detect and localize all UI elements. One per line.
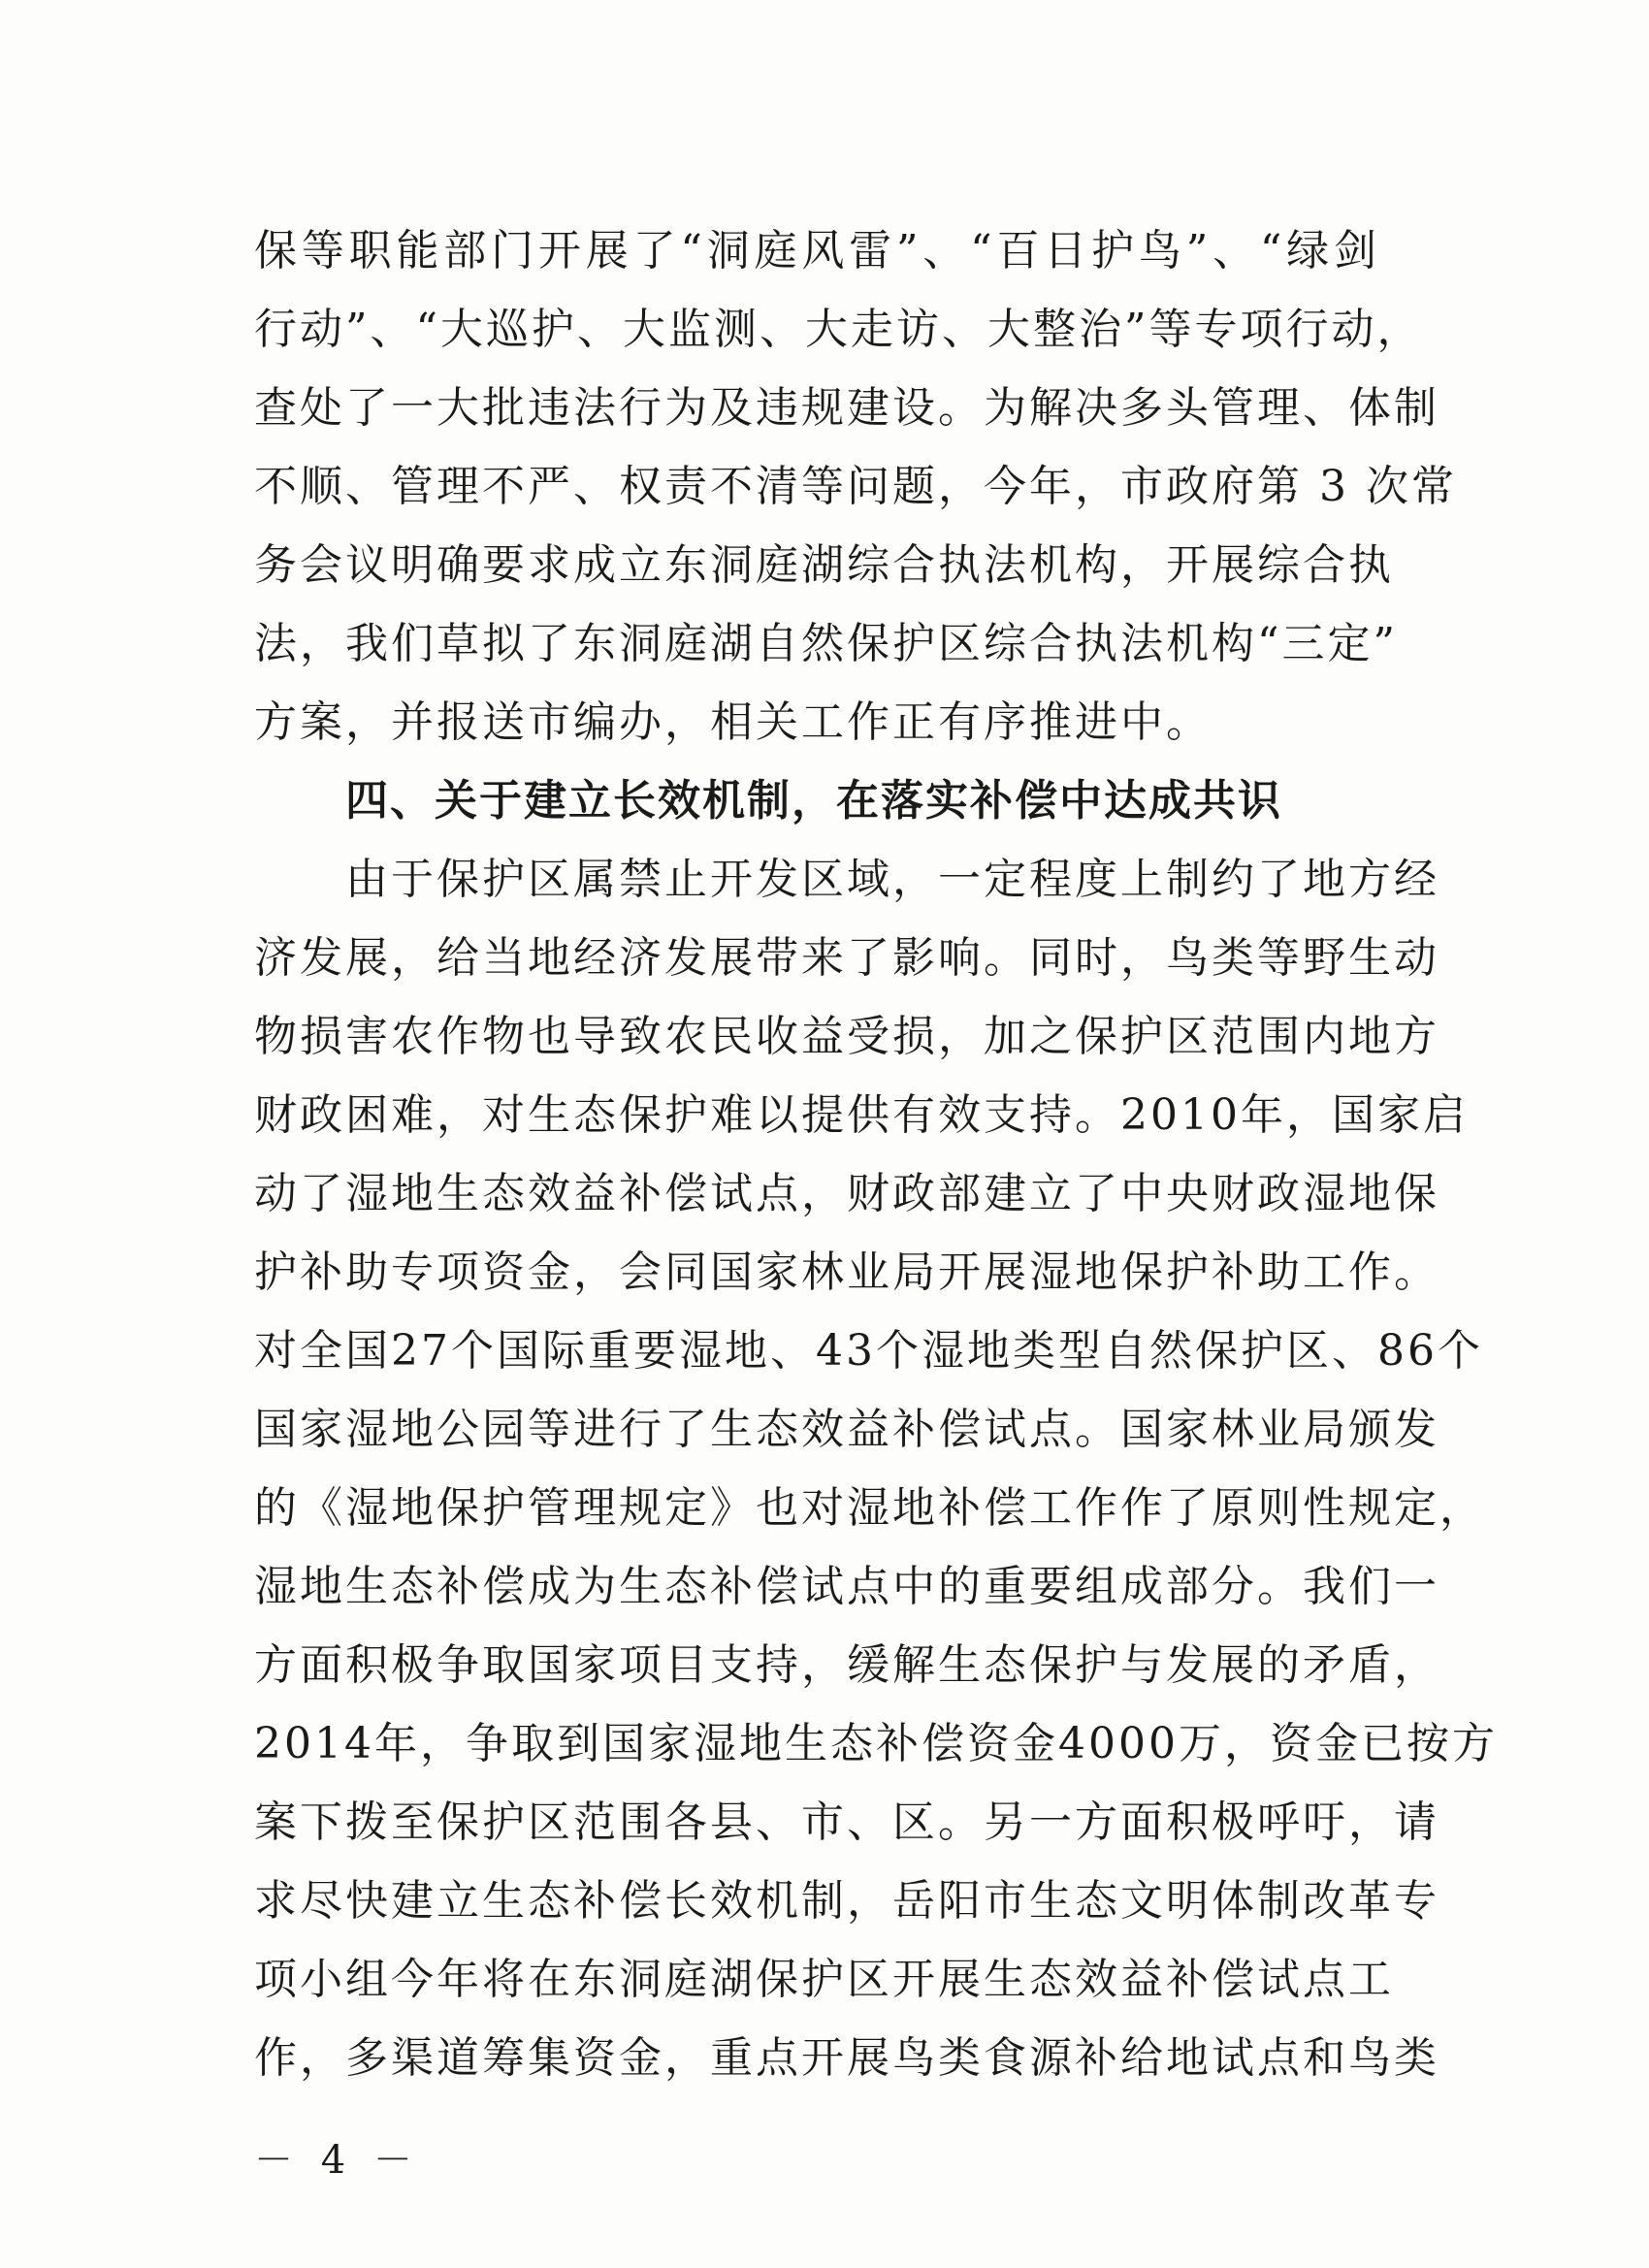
paragraph-line: 案下拨至保护区范围各县、市、区。另一方面积极呼吁，请 <box>254 1798 1439 1847</box>
paragraph-line: 务会议明确要求成立东洞庭湖综合执法机构，开展综合执 <box>254 540 1394 590</box>
paragraph-line: 查处了一大批违法行为及违规建设。为解决多头管理、体制 <box>254 383 1439 433</box>
paragraph-line: 对全国27个国际重要湿地、43个湿地类型自然保护区、86个 <box>254 1326 1483 1376</box>
body-text <box>254 211 1498 2097</box>
section-heading: 四、关于建立长效机制，在落实补偿中达成共识 <box>345 776 1282 826</box>
page-number: － 4 － <box>254 2138 420 2183</box>
paragraph-line: 项小组今年将在东洞庭湖保护区开展生态效益补偿试点工 <box>254 1955 1394 2004</box>
paragraph-line: 济发展，给当地经济发展带来了影响。同时，鸟类等野生动 <box>254 933 1439 983</box>
paragraph-line: 作，多渠道筹集资金，重点开展鸟类食源补给地试点和鸟类 <box>254 2033 1439 2083</box>
paragraph-line: 行动”、“大巡护、大监测、大走访、大整治”等专项行动， <box>254 305 1423 354</box>
paragraph-line: 2014年，争取到国家湿地生态补偿资金4000万，资金已按方 <box>254 1719 1498 1768</box>
paragraph-line: 方面积极争取国家项目支持，缓解生态保护与发展的矛盾， <box>254 1640 1439 1690</box>
paragraph-line: 方案，并报送市编办，相关工作正有序推进中。 <box>254 697 1212 747</box>
paragraph-line: 物损害农作物也导致农民收益受损，加之保护区范围内地方 <box>254 1012 1439 1061</box>
paragraph-line: 不顺、管理不严、权责不清等问题，今年，市政府第 3 次常 <box>254 462 1457 511</box>
paragraph-line: 法，我们草拟了东洞庭湖自然保护区综合执法机构“三定” <box>254 619 1398 668</box>
paragraph-line: 国家湿地公园等进行了生态效益补偿试点。国家林业局颁发 <box>254 1405 1439 1454</box>
paragraph-line: 财政困难，对生态保护难以提供有效支持。2010年，国家启 <box>254 1090 1469 1140</box>
paragraph-line: 动了湿地生态效益补偿试点，财政部建立了中央财政湿地保 <box>254 1169 1439 1218</box>
paragraph-line: 求尽快建立生态补偿长效机制，岳阳市生态文明体制改革专 <box>254 1876 1439 1926</box>
paragraph-line: 的《湿地保护管理规定》也对湿地补偿工作作了原则性规定， <box>254 1483 1485 1533</box>
paragraph-line: 保等职能部门开展了“洞庭风雷”、“百日护鸟”、“绿剑 <box>254 226 1379 275</box>
paragraph-line: 护补助专项资金，会同国家林业局开展湿地保护补助工作。 <box>254 1247 1439 1297</box>
paragraph-line: 由于保护区属禁止开发区域，一定程度上制约了地方经 <box>345 855 1439 904</box>
paragraph-line: 湿地生态补偿成为生态补偿试点中的重要组成部分。我们一 <box>254 1562 1439 1611</box>
